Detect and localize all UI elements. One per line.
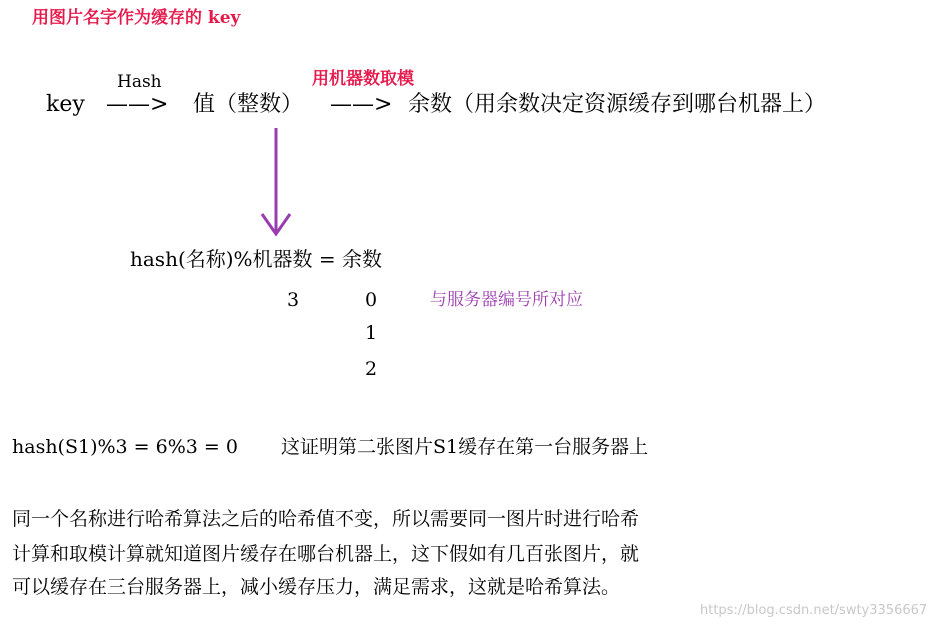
remainder-value: 0 (365, 289, 378, 311)
key-label: key (46, 92, 85, 117)
server-mapping-note: 与服务器编号所对应 (430, 290, 583, 310)
remainder-value: 2 (365, 358, 378, 380)
paragraph-line: 同一个名称进行哈希算法之后的哈希值不变，所以需要同一图片时进行哈希 (12, 508, 640, 530)
example-explanation: 这证明第二张图片S1缓存在第一台服务器上 (281, 436, 649, 458)
integer-value-label: 值（整数） (193, 92, 304, 117)
remainder-label: 余数（用余数决定资源缓存到哪台机器上） (408, 92, 827, 117)
paragraph-line: 计算和取模计算就知道图片缓存在哪台机器上，这下假如有几百张图片，就 (12, 543, 640, 565)
remainder-value: 1 (365, 322, 378, 344)
paragraph-line: 可以缓存在三台服务器上，减小缓存压力，满足需求，这就是哈希算法。 (12, 576, 621, 598)
machines-count: 3 (287, 289, 300, 311)
modulo-arrow: ——> (330, 92, 393, 117)
diagram-title: 用图片名字作为缓存的 key (32, 8, 241, 28)
hash-label: Hash (117, 72, 162, 92)
modulo-label: 用机器数取模 (312, 69, 414, 89)
formula: hash(名称)%机器数 = 余数 (130, 247, 383, 271)
hash-arrow: ——> (106, 92, 169, 117)
example-expression: hash(S1)%3 = 6%3 = 0 (12, 436, 238, 458)
watermark: https://blog.csdn.net/swty3356667 (700, 603, 928, 618)
